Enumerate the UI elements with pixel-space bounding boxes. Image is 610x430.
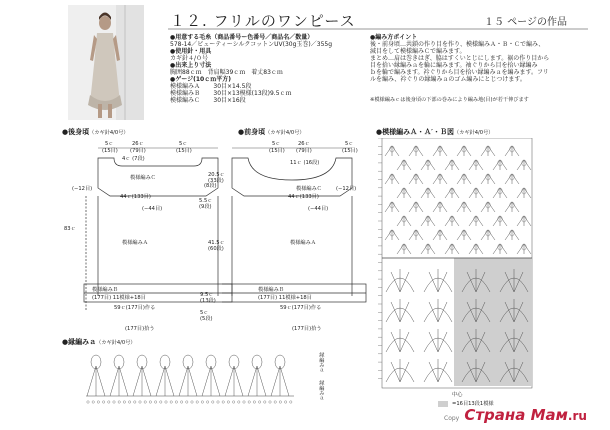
edging-shell-mark xyxy=(248,366,266,396)
fan-stitch-mark xyxy=(386,329,414,352)
back-pattern-b-count: (177目) 11模様+18目 xyxy=(92,295,146,301)
cluster-stitch-mark xyxy=(517,216,531,226)
front-top-st-mid: (79目) xyxy=(296,148,312,154)
front-pattern-b-height: 9.5ｃ (13段) xyxy=(200,292,216,305)
front-shoulder-height: 20.5ｃ (33段) xyxy=(208,172,225,185)
chain-stitch-mark xyxy=(186,401,188,403)
back-side-rows: (8段) xyxy=(204,183,217,189)
cluster-stitch-mark xyxy=(409,202,423,212)
cluster-stitch-mark xyxy=(481,230,495,240)
cluster-stitch-mark xyxy=(457,202,471,212)
fan-stitch-mark xyxy=(386,299,414,322)
front-edge-height: 5ｃ (5段) xyxy=(200,310,213,323)
front-mid-height: 41.5ｃ (60段) xyxy=(208,240,225,253)
chain-stitch-mark xyxy=(123,401,125,403)
back-top-dim-right: 5ｃ xyxy=(179,141,188,147)
materials-block xyxy=(170,34,332,104)
chain-stitch-mark xyxy=(144,401,146,403)
back-top-st-mid: (79目) xyxy=(130,148,146,154)
cluster-stitch-mark xyxy=(469,188,483,198)
cluster-stitch-mark xyxy=(385,202,399,212)
chain-stitch-mark xyxy=(274,401,276,403)
chain-stitch-mark xyxy=(248,401,250,403)
cluster-stitch-mark xyxy=(517,160,531,170)
fan-stitch-mark xyxy=(424,299,452,322)
front-top-st-left: (15目) xyxy=(269,148,285,154)
cluster-stitch-mark xyxy=(457,174,471,184)
cluster-stitch-mark xyxy=(505,146,519,156)
tools-line: カギ針４/０号 xyxy=(170,55,209,62)
chain-stitch-mark xyxy=(180,401,182,403)
edging-title: ●縁編みａ（カギ針4/0号） xyxy=(62,338,136,346)
cluster-stitch-mark xyxy=(385,174,399,184)
stitch-chart-ab xyxy=(374,138,546,396)
cluster-stitch-mark xyxy=(445,244,459,254)
cluster-stitch-mark xyxy=(445,188,459,198)
cluster-stitch-mark xyxy=(397,160,411,170)
chain-stitch-mark xyxy=(87,401,89,403)
size-heading: ●出来上り寸法 xyxy=(170,62,212,69)
cluster-stitch-mark xyxy=(457,230,471,240)
cluster-stitch-mark xyxy=(493,188,507,198)
cluster-stitch-mark xyxy=(445,160,459,170)
chain-stitch-mark xyxy=(284,401,286,403)
points-line: 後・前身頃…共鎖の作り目を作り、模様編みＡ・Ｂ・Ｃで編み、 xyxy=(370,41,545,48)
back-top-st-left: (15目) xyxy=(102,148,118,154)
cluster-stitch-mark xyxy=(469,244,483,254)
front-top-dim-right: 5ｃ xyxy=(345,141,354,147)
repeat-box xyxy=(454,258,532,386)
fan-stitch-mark xyxy=(424,329,452,352)
back-decrease: (−44目) xyxy=(142,206,163,212)
back-title: ●後身頃（カギ針4/0号） xyxy=(62,128,129,136)
watermark-site: Страна Мам xyxy=(464,406,568,424)
front-top-st-right: (15目) xyxy=(342,148,358,154)
tools-heading: ●使用針・用具 xyxy=(170,48,212,55)
cluster-stitch-mark xyxy=(421,244,435,254)
chain-stitch-mark xyxy=(92,401,94,403)
chain-stitch-mark xyxy=(253,401,255,403)
cluster-stitch-mark xyxy=(493,160,507,170)
front-pattern-c: 模様編みＣ xyxy=(296,186,322,192)
front-pattern-a: 模様編みＡ xyxy=(290,240,316,246)
fan-stitch-mark xyxy=(424,269,452,292)
edging-shell-mark xyxy=(156,366,174,396)
chain-stitch-mark xyxy=(264,401,266,403)
yarn-heading: ●用意する毛糸（商品番号ー色番号／商品名／数量） xyxy=(170,34,314,41)
points-line: ルを編み、衿ぐりの縁編みａのゴム編みにとじつけます。 xyxy=(370,76,526,83)
watermark-tld: .ru xyxy=(567,409,587,423)
cluster-stitch-mark xyxy=(409,146,423,156)
chain-stitch-mark xyxy=(113,401,115,403)
back-pattern-c: 模様編みＣ xyxy=(130,175,156,181)
cluster-stitch-mark xyxy=(469,216,483,226)
size-line: 胸囲88ｃｍ 背肩幅39ｃｍ 着丈83ｃｍ xyxy=(170,69,283,76)
gauge-row: 模様編みＢ 30目×13模様(13段)9.5ｃｍ xyxy=(170,90,292,97)
chart-center-label: 中心 xyxy=(452,392,463,398)
back-total-length: 83ｃ xyxy=(64,226,76,232)
cluster-stitch-mark xyxy=(505,230,519,240)
chain-stitch-mark xyxy=(243,401,245,403)
cluster-stitch-mark xyxy=(409,174,423,184)
edging-shell-mark xyxy=(110,366,128,396)
back-upper-width: 44ｃ(133目) xyxy=(120,194,151,200)
front-decrease: (−44目) xyxy=(308,206,329,212)
edging-shell-mark xyxy=(179,366,197,396)
points-line: 減目をして模様編みＣで編みます。 xyxy=(370,48,466,55)
back-pattern-a: 模様編みＡ xyxy=(122,240,148,246)
edging-shell-mark xyxy=(225,366,243,396)
instructions-block xyxy=(370,34,549,83)
back-top-st-right: (15目) xyxy=(176,148,192,154)
cluster-stitch-mark xyxy=(445,216,459,226)
chain-stitch-mark xyxy=(97,401,99,403)
chain-stitch-mark xyxy=(118,401,120,403)
chain-stitch-mark xyxy=(108,401,110,403)
front-armhole-dec: (−12目) xyxy=(336,186,357,192)
chain-stitch-mark xyxy=(201,401,203,403)
cluster-stitch-mark xyxy=(397,188,411,198)
cluster-stitch-mark xyxy=(469,160,483,170)
chain-stitch-mark xyxy=(196,401,198,403)
chain-stitch-mark xyxy=(217,401,219,403)
edging-shell-mark xyxy=(133,366,151,396)
watermark xyxy=(444,405,587,424)
cluster-stitch-mark xyxy=(433,146,447,156)
cluster-stitch-mark xyxy=(397,216,411,226)
pattern-title: １２. フリルのワンピース xyxy=(170,12,356,30)
cluster-stitch-mark xyxy=(481,174,495,184)
points-line: 目を拾い縁編みａを輪に編みます。袖ぐりから目を拾い縁編み xyxy=(370,62,538,69)
front-top-dim-left: 5ｃ xyxy=(272,141,281,147)
front-upper-width: 44ｃ(133目) xyxy=(288,194,319,200)
back-neck-depth: 4ｃ (7段) xyxy=(122,156,145,162)
front-top-dim-mid: 26ｃ xyxy=(298,141,310,147)
cluster-stitch-mark xyxy=(433,230,447,240)
chain-stitch-mark xyxy=(232,401,234,403)
back-armhole-height: 5.5ｃ (9段) xyxy=(199,198,213,211)
back-armhole-dec: (−12目) xyxy=(72,186,93,192)
title-rule xyxy=(168,28,588,31)
watermark-copy: Copy xyxy=(444,415,460,422)
points-note: ※模様編みｃは後身頃の下部の巻みにより編み地(目)が若干伸びます xyxy=(370,97,529,103)
gauge-row: 模様編みＣ 30目×16段 xyxy=(170,97,246,104)
edging-shell-mark xyxy=(87,366,105,396)
edging-shell-mark xyxy=(271,366,289,396)
chain-stitch-mark xyxy=(134,401,136,403)
cluster-stitch-mark xyxy=(493,244,507,254)
front-title: ●前身頃（カギ針4/0号） xyxy=(238,128,305,136)
chain-stitch-mark xyxy=(175,401,177,403)
edging-shell-mark xyxy=(202,366,220,396)
chain-stitch-mark xyxy=(206,401,208,403)
cluster-stitch-mark xyxy=(421,188,435,198)
cluster-stitch-mark xyxy=(493,216,507,226)
back-hem-pickup: (177目)拾う xyxy=(125,326,155,332)
front-hem-pickup: (177目)拾う xyxy=(292,326,322,332)
points-line: まとめ…肩は巻きはぎ、脇はすくいとじにします。裾の作り目から xyxy=(370,55,550,62)
chart-ab-title: ●模様編みＡ・Ａ′・Ｂ図（カギ針4/0号） xyxy=(376,128,494,136)
chain-stitch-mark xyxy=(222,401,224,403)
points-heading: ●編み方ポイント xyxy=(370,34,418,41)
cluster-stitch-mark xyxy=(409,230,423,240)
model-figure-illustration xyxy=(68,5,144,120)
garment-photo xyxy=(68,5,144,120)
back-hem-width: 59ｃ(177目)作る xyxy=(114,305,156,311)
front-neck-depth: 11ｃ (16段) xyxy=(290,160,320,166)
fan-stitch-mark xyxy=(386,269,414,292)
points-line: ｂを輪で編みます。衿ぐりから目を拾い縁編みａを編みます。フリ xyxy=(370,69,549,76)
chain-stitch-mark xyxy=(227,401,229,403)
front-pattern-b: 模様編みＢ xyxy=(258,287,284,293)
cluster-stitch-mark xyxy=(385,146,399,156)
cluster-stitch-mark xyxy=(457,146,471,156)
page-reference: １５ ページの作品 xyxy=(484,17,567,28)
cluster-stitch-mark xyxy=(517,244,531,254)
chain-stitch-mark xyxy=(191,401,193,403)
cluster-stitch-mark xyxy=(385,230,399,240)
cluster-stitch-mark xyxy=(517,188,531,198)
fan-stitch-mark xyxy=(386,359,414,382)
chain-stitch-mark xyxy=(212,401,214,403)
back-top-dim-mid: 26ｃ xyxy=(132,141,144,147)
front-hem-width: 59ｃ(177目)作る xyxy=(280,305,322,311)
back-pattern-b: 模様編みＢ xyxy=(92,287,118,293)
cluster-stitch-mark xyxy=(433,174,447,184)
back-top-dim-left: 5ｃ xyxy=(105,141,114,147)
edging-side-label-1: 縁編みａ xyxy=(318,352,325,373)
chain-stitch-mark xyxy=(258,401,260,403)
chain-stitch-mark xyxy=(139,401,141,403)
chain-stitch-mark xyxy=(165,401,167,403)
chain-stitch-mark xyxy=(160,401,162,403)
gauge-row: 模様編みＡ 30目×14.5段 xyxy=(170,83,252,90)
yarn-line: 578-14／ビューティーシルクコットンUV(30g玉巻)／355g xyxy=(170,41,333,48)
chain-stitch-mark xyxy=(238,401,240,403)
chain-stitch-mark xyxy=(149,401,151,403)
cluster-stitch-mark xyxy=(505,202,519,212)
chain-stitch-mark xyxy=(102,401,104,403)
chain-stitch-mark xyxy=(128,401,130,403)
chain-stitch-mark xyxy=(279,401,281,403)
edging-side-label-2: 縁編みａ xyxy=(318,380,325,401)
gauge-heading: ●ゲージ(10ｃｍ平方) xyxy=(170,76,231,83)
chain-stitch-mark xyxy=(290,401,292,403)
cluster-stitch-mark xyxy=(481,146,495,156)
front-pattern-b-count: (177目) 11模様+18目 xyxy=(258,295,312,301)
cluster-stitch-mark xyxy=(421,160,435,170)
chain-stitch-mark xyxy=(170,401,172,403)
cluster-stitch-mark xyxy=(481,202,495,212)
cluster-stitch-mark xyxy=(433,202,447,212)
cluster-stitch-mark xyxy=(421,216,435,226)
cluster-stitch-mark xyxy=(397,244,411,254)
edging-chart xyxy=(84,348,314,412)
legend-text: =16目13段1模様 xyxy=(452,401,494,407)
chain-stitch-mark xyxy=(154,401,156,403)
chain-stitch-mark xyxy=(269,401,271,403)
cluster-stitch-mark xyxy=(505,174,519,184)
fan-stitch-mark xyxy=(424,359,452,382)
